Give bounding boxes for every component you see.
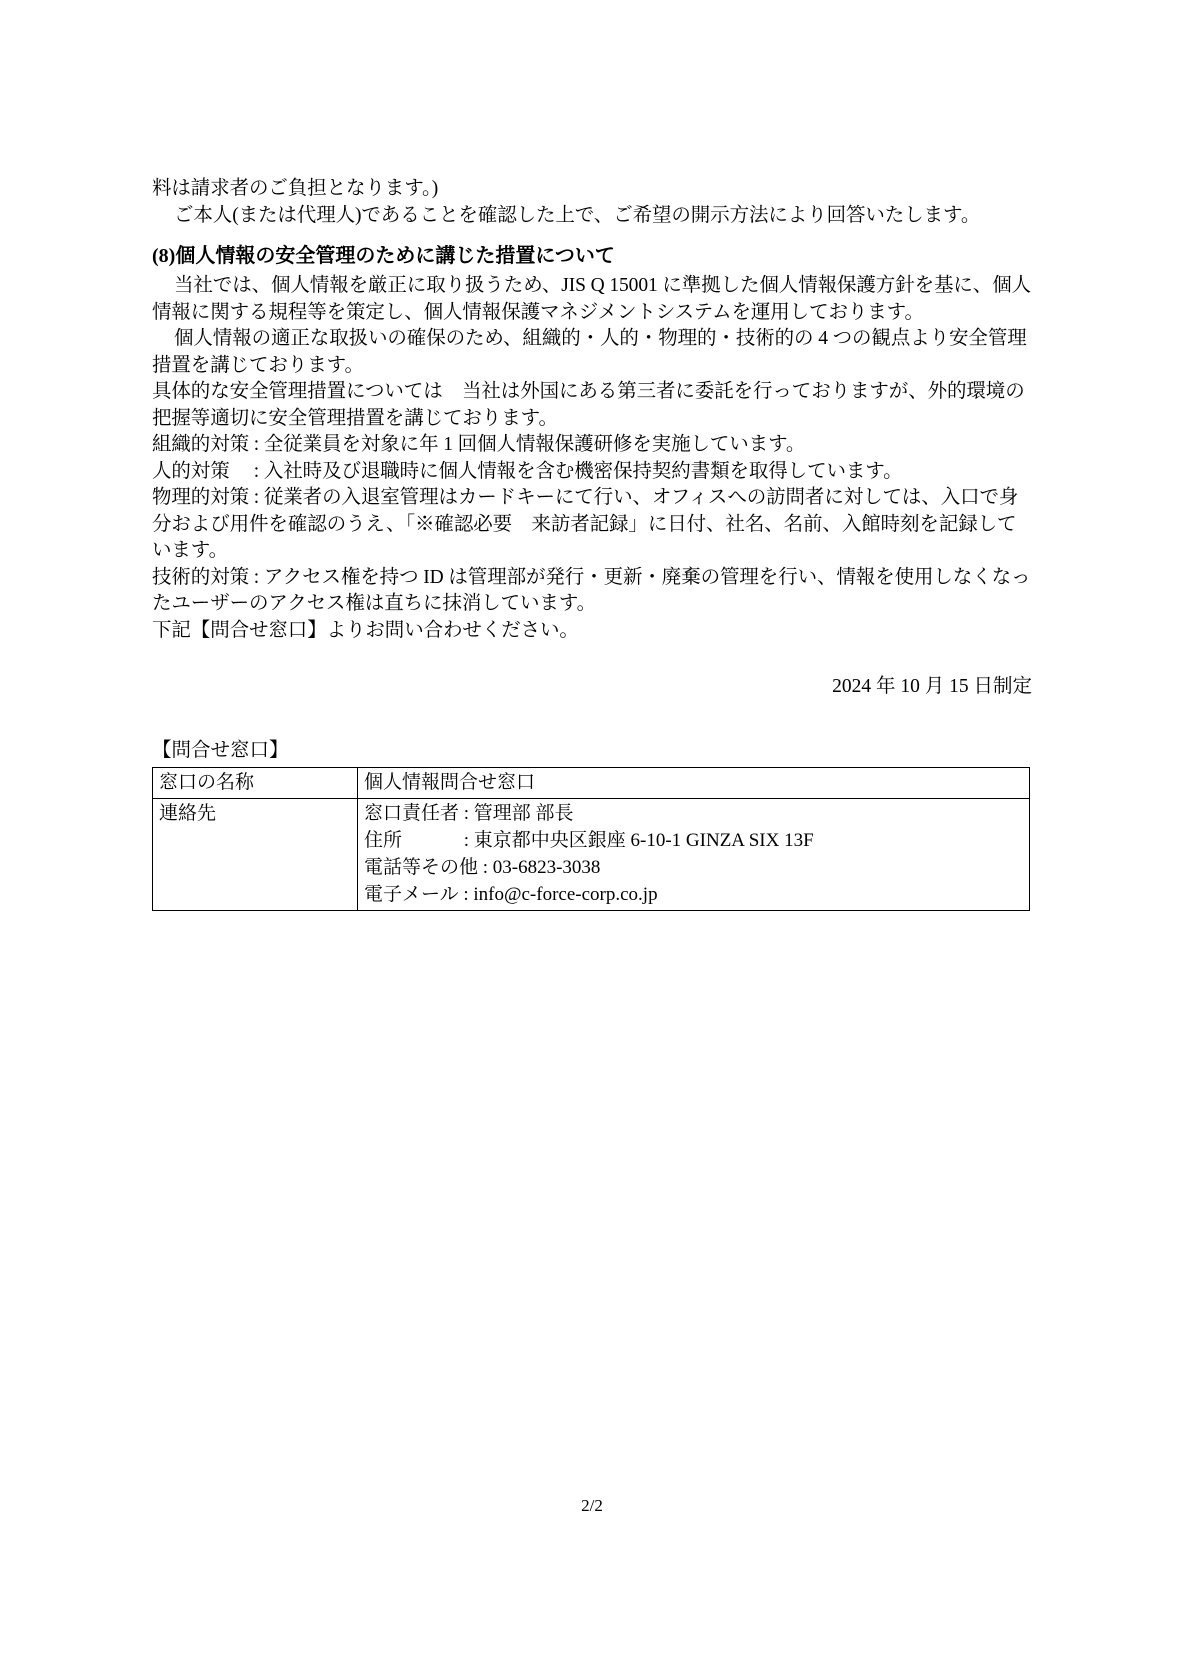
continued-text-line-1: 料は請求者のご負担となります。) bbox=[152, 178, 439, 199]
paragraph-2: 個人情報の適正な取扱いの確保のため、組織的・人的・物理的・技術的の 4 つの観点より安全管理措置を講じております。 bbox=[152, 328, 1027, 376]
contact-name-value bbox=[358, 768, 1030, 799]
contact-manager-line: 窓口責任者 : 管理部 部長 bbox=[364, 803, 574, 824]
contact-guidance: 下記【問合せ窓口】よりお問い合わせください。 bbox=[152, 619, 579, 641]
paragraph-1: 当社では、個人情報を厳正に取り扱うため、JIS Q 15001 に準拠した個人情報保護方針を基に、個人情報に関する規程等を策定し、個人情報保護マネジメントシステムを運用しております。 bbox=[152, 275, 1032, 323]
enactment-date: 2024 年 10 月 15 日制定 bbox=[832, 676, 1032, 697]
contact-phone-line: 電話等その他 : 03-6823-3038 bbox=[364, 857, 601, 878]
measure-technical: 技術的対策 : アクセス権を持つ ID は管理部が発行・更新・廃棄の管理を行い、情報を使用しなくなったユーザーのアクセス権は直ちに抹消しています。 bbox=[152, 566, 1031, 614]
document-body bbox=[152, 176, 1032, 911]
contact-name-label: 窓口の名称 bbox=[153, 768, 358, 799]
contact-table bbox=[152, 767, 1030, 911]
continued-text-line-2: ご本人(または代理人)であることを確認した上で、ご希望の開示方法により回答いたします。 bbox=[174, 204, 981, 226]
contact-details-label: 連絡先 bbox=[153, 799, 358, 911]
page-number: 2/2 bbox=[581, 1496, 603, 1515]
contact-details-value bbox=[358, 799, 1030, 911]
section-heading: (8)個人情報の安全管理のために講じた措置について bbox=[152, 245, 615, 267]
measure-personnel: 人的対策 : 入社時及び退職時に個人情報を含む機密保持契約書類を取得しています。 bbox=[152, 460, 903, 482]
paragraph-3: 具体的な安全管理措置については 当社は外国にある第三者に委託を行っておりますが、外的環境の把握等適切に安全管理措置を講じております。 bbox=[152, 381, 1025, 429]
contact-name-line-1: 個人情報問合せ窓口 bbox=[364, 772, 536, 793]
contact-email-line: 電子メール : info@c-force-corp.co.jp bbox=[364, 884, 658, 905]
measure-organizational: 組織的対策 : 全従業員を対象に年 1 回個人情報保護研修を実施しています。 bbox=[152, 434, 806, 455]
contact-section-title: 【問合せ窓口】 bbox=[152, 740, 289, 761]
table-row bbox=[153, 768, 1030, 799]
contact-address-line: 住所 : 東京都中央区銀座 6-10-1 GINZA SIX 13F bbox=[364, 830, 814, 851]
table-row bbox=[153, 799, 1030, 911]
measure-physical: 物理的対策 : 従業者の入退室管理はカードキーにて行い、オフィスへの訪問者に対しては、入口で身分および用件を確認のうえ、「※確認必要 来訪者記録」に日付、社名、名前、入館時刻を記録しています。 bbox=[152, 487, 1019, 561]
